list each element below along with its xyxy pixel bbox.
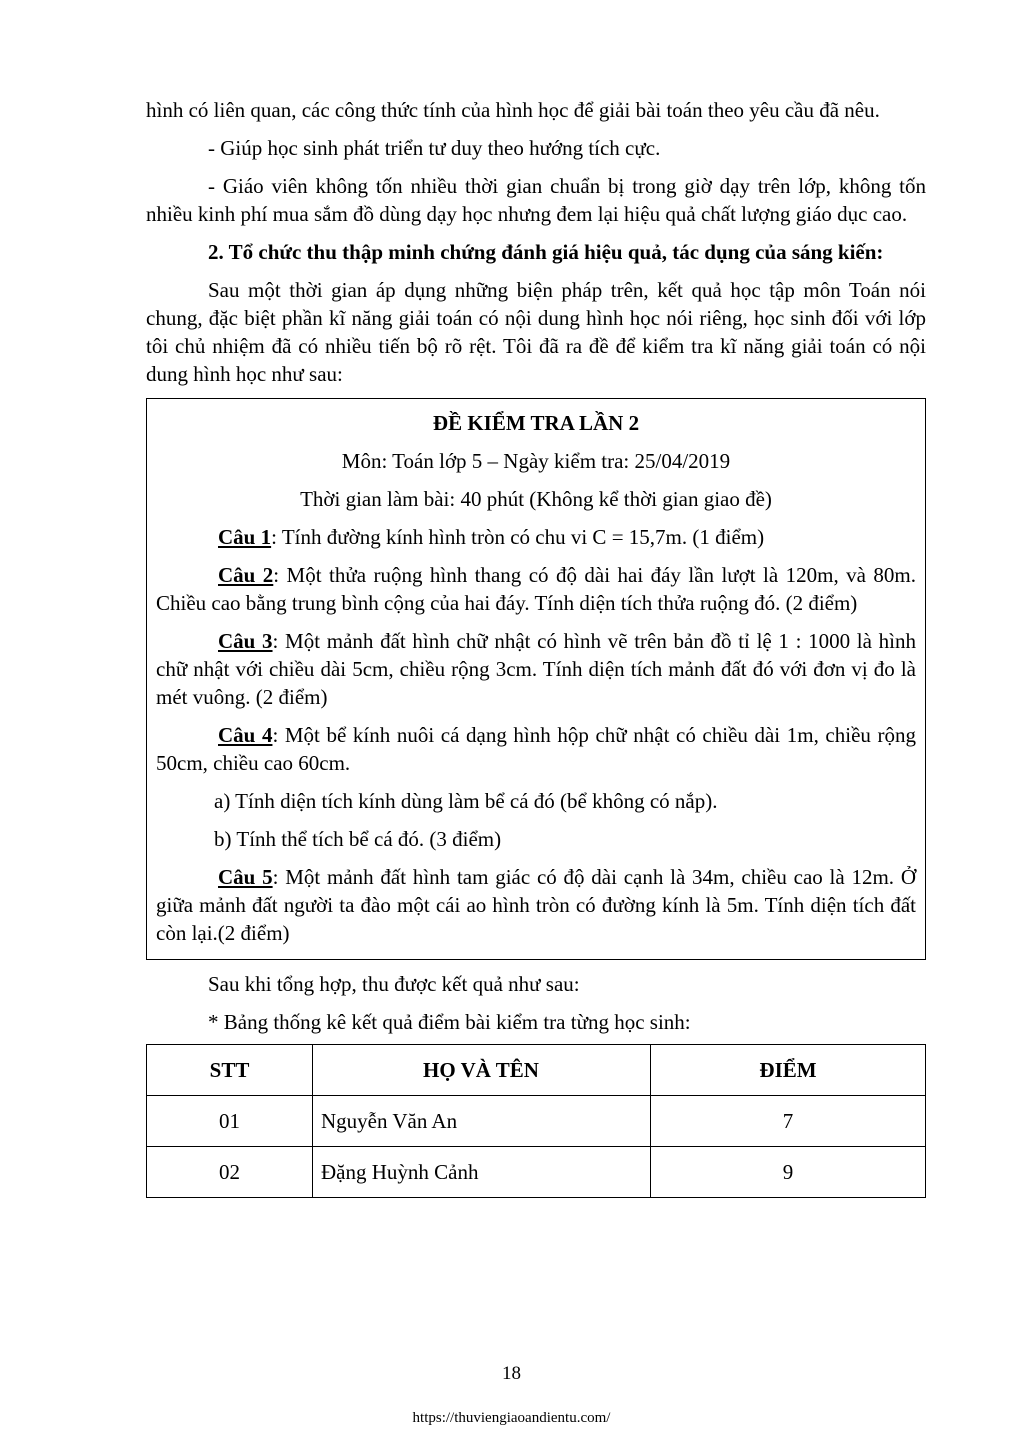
row-stt: 01 [147,1096,313,1147]
question-1-label: Câu 1 [218,525,272,549]
header-stt: STT [147,1045,313,1096]
question-5-text: : Một mảnh đất hình tam giác có độ dài cạnh là 34m, chiều cao là 12m. Ở giữa mảnh đất người ta đào một cái ao hình tròn có đường kính là 5m. Tính diện tích đất còn lại.(2 điểm) [156,865,916,945]
page-number: 18 [502,1363,521,1384]
question-5 [156,863,916,947]
row-score: 7 [651,1096,926,1147]
row-name: Nguyễn Văn An [313,1096,651,1147]
exam-time-line: Thời gian làm bài: 40 phút (Không kể thời gian giao đề) [300,487,772,511]
question-3-label: Câu 3 [218,629,273,653]
question-5-label: Câu 5 [218,865,273,889]
scores-table [146,1044,926,1198]
section-paragraph: Sau một thời gian áp dụng những biện pháp trên, kết quả học tập môn Toán nói chung, đặc biệt phần kĩ năng giải toán có nội dung hình học nói riêng, học sinh đối với lớp tôi chủ nhiệm đã có nhiều tiến bộ rõ rệt. Tôi đã ra đề để kiểm tra kĩ năng giải toán có nội dung hình học như sau: [146,278,926,386]
question-1 [156,523,916,551]
question-3 [156,627,916,711]
table-caption: * Bảng thống kê kết quả điểm bài kiểm tra từng học sinh: [208,1010,691,1034]
intro-line: hình có liên quan, các công thức tính của hình học để giải bài toán theo yêu cầu đã nêu. [146,98,880,122]
question-2-label: Câu 2 [218,563,274,587]
section-heading: 2. Tổ chức thu thập minh chứng đánh giá hiệu quả, tác dụng của sáng kiến: [208,240,884,264]
page-content [146,96,926,1198]
question-4-label: Câu 4 [218,723,273,747]
header-name: HỌ VÀ TÊN [313,1045,651,1096]
bullet-develop-thinking: - Giúp học sinh phát triển tư duy theo hướng tích cực. [208,136,661,160]
question-4a: a) Tính diện tích kính dùng làm bể cá đó (bể không có nắp). [214,789,718,813]
question-4b: b) Tính thể tích bể cá đó. (3 điểm) [214,827,502,851]
row-score: 9 [651,1147,926,1198]
table-row [147,1096,926,1147]
summary-line: Sau khi tổng hợp, thu được kết quả như sau: [208,972,580,996]
question-2 [156,561,916,617]
row-stt: 02 [147,1147,313,1198]
exam-box [146,398,926,960]
footer-url[interactable]: https://thuviengiaoandientu.com/ [412,1410,611,1426]
bullet-teacher-time: - Giáo viên không tốn nhiều thời gian chuẩn bị trong giờ dạy trên lớp, không tốn nhiều kinh phí mua sắm đồ dùng dạy học nhưng đem lại hiệu quả chất lượng giáo dục cao. [146,174,926,226]
table-row [147,1147,926,1198]
question-2-text: : Một thửa ruộng hình thang có độ dài hai đáy lần lượt là 120m, và 80m. Chiều cao bằng trung bình cộng của hai đáy. Tính diện tích thửa ruộng đó. (2 điểm) [156,563,916,615]
question-3-text: : Một mảnh đất hình chữ nhật có hình vẽ trên bản đồ tỉ lệ 1 : 1000 là hình chữ nhật với chiều dài 5cm, chiều rộng 3cm. Tính diện tích mảnh đất đó với đơn vị đo là mét vuông. (2 điểm) [156,629,916,709]
question-1-text: : Tính đường kính hình tròn có chu vi C = 15,7m. (1 điểm) [271,525,765,549]
header-score: ĐIỂM [651,1045,926,1096]
table-header-row [147,1045,926,1096]
exam-title: ĐỀ KIỂM TRA LẦN 2 [432,411,640,435]
exam-subject-line: Môn: Toán lớp 5 – Ngày kiểm tra: 25/04/2019 [341,449,731,473]
row-name: Đặng Huỳnh Cảnh [313,1147,651,1198]
question-4-text: : Một bể kính nuôi cá dạng hình hộp chữ nhật có chiều dài 1m, chiều rộng 50cm, chiều cao 60cm. [156,723,916,775]
question-4 [156,721,916,777]
